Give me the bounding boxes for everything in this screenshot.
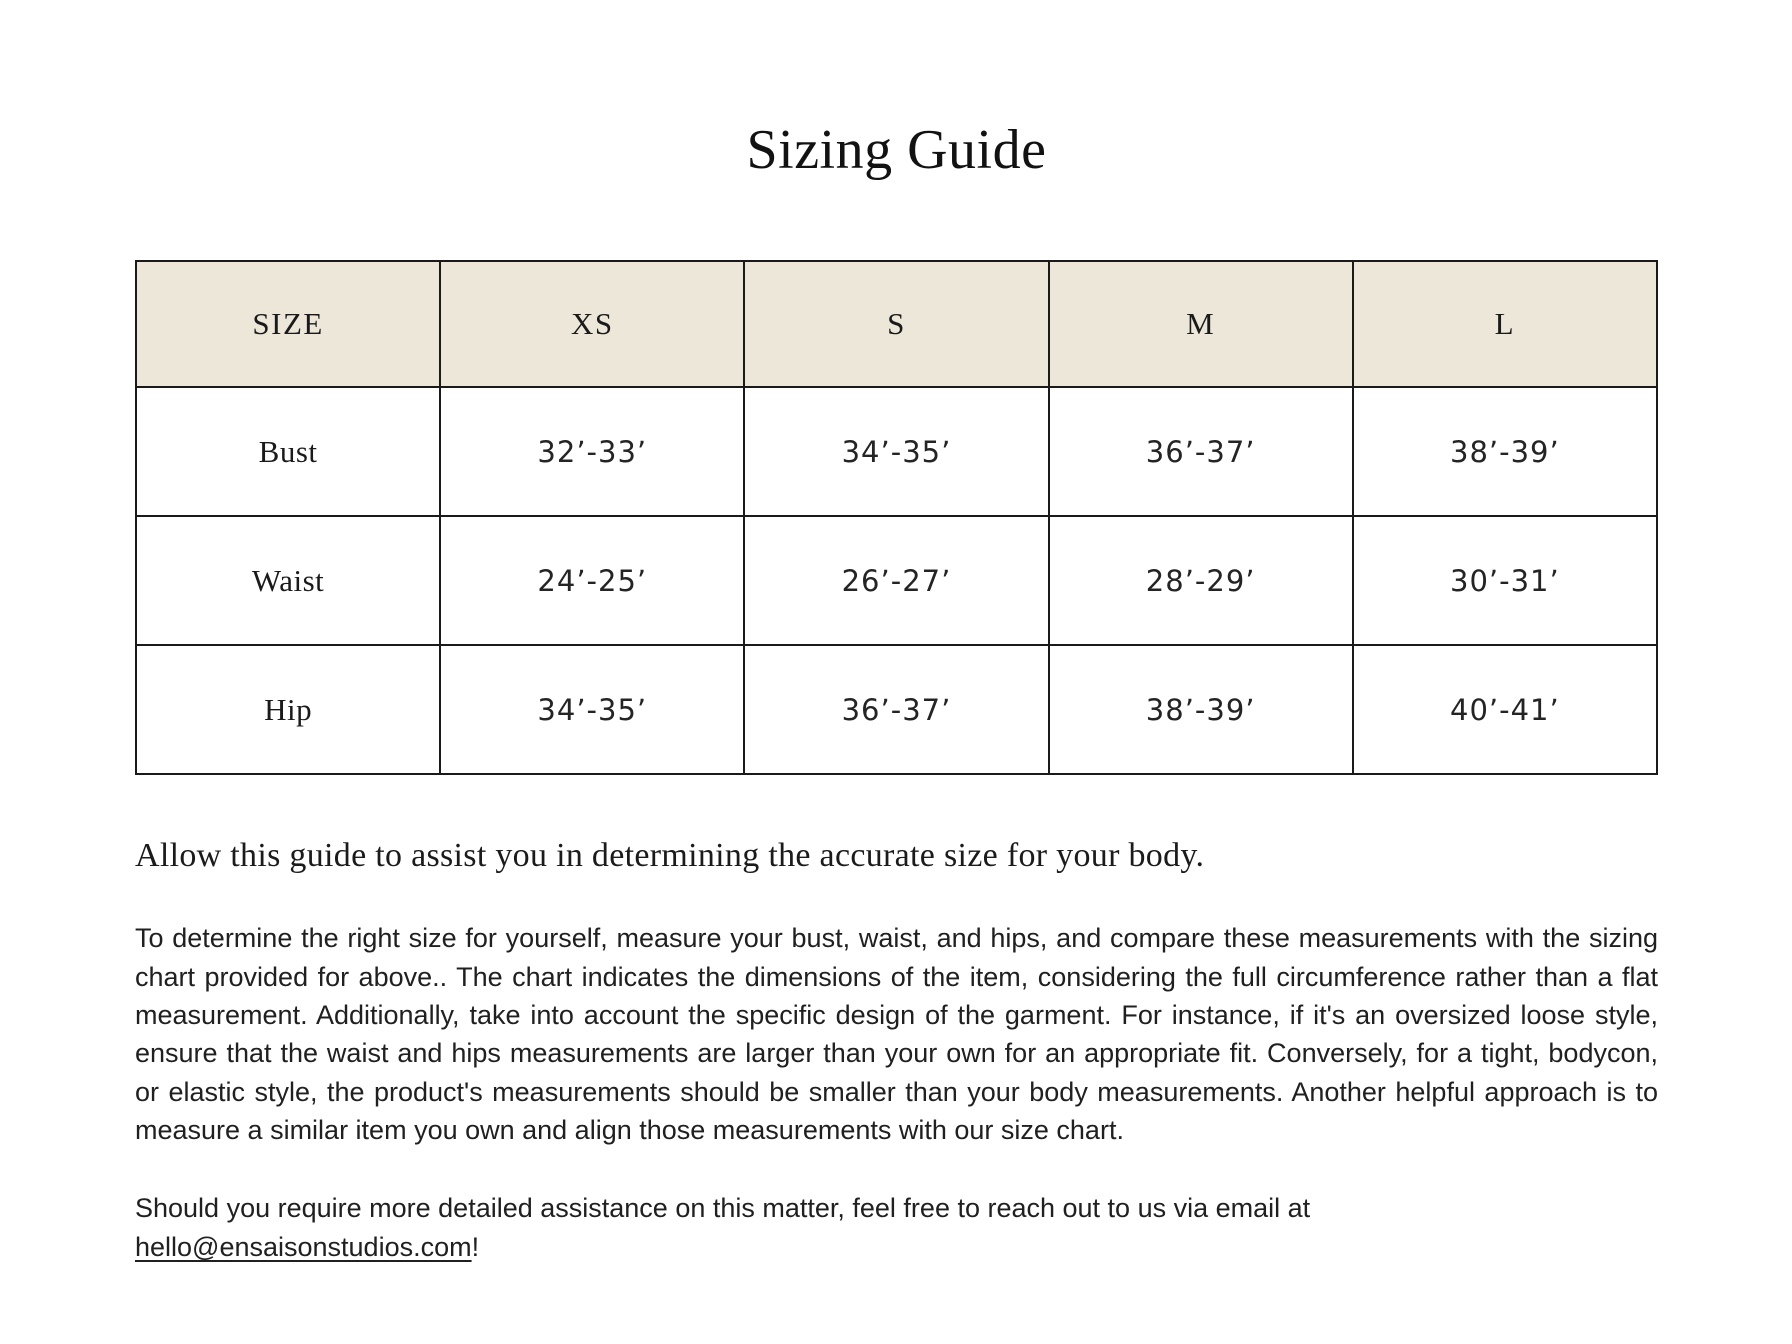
contact-text-suffix: ! (471, 1231, 480, 1262)
column-header-s: S (744, 261, 1048, 387)
contact-email-link[interactable]: hello@ensaisonstudios.com (135, 1231, 472, 1262)
page-title: Sizing Guide (746, 119, 1047, 181)
table-row-waist (136, 516, 1657, 645)
cell-waist-m: 28’-29’ (1049, 516, 1353, 645)
column-header-m: M (1049, 261, 1353, 387)
contact-text-prefix: Should you require more detailed assistance on this matter, feel free to reach out to us via email at (135, 1193, 1311, 1224)
column-header-xs: XS (440, 261, 744, 387)
table-row-bust (136, 387, 1657, 516)
row-label-bust: Bust (136, 387, 440, 516)
contact-line (135, 1189, 1658, 1266)
sizing-table (135, 260, 1658, 775)
row-label-hip: Hip (136, 645, 440, 774)
cell-waist-xs: 24’-25’ (440, 516, 744, 645)
cell-bust-m: 36’-37’ (1049, 387, 1353, 516)
cell-hip-m: 38’-39’ (1049, 645, 1353, 774)
cell-waist-l: 30’-31’ (1353, 516, 1657, 645)
cell-bust-s: 34’-35’ (744, 387, 1048, 516)
row-label-waist: Waist (136, 516, 440, 645)
guide-subheading: Allow this guide to assist you in determining the accurate size for your body. (135, 837, 1205, 875)
column-header-size: SIZE (136, 261, 440, 387)
table-row-hip (136, 645, 1657, 774)
guide-paragraph: To determine the right size for yourself, measure your bust, waist, and hips, and compare these measurements with the sizing chart provided for above.. The chart indicates the dimensions of the item, considering the full circumference rather than a flat measurement. Additionally, take into account the specific design of the garment. For instance, if it's an oversized loose style, ensure that the waist and hips measurements are larger than your own for an appropriate fit. Conversely, for a tight, bodycon, or elastic style, the product's measurements should be smaller than your body measurements. Another helpful approach is to measure a similar item you own and align those measurements with our size chart. (135, 923, 1658, 1146)
cell-waist-s: 26’-27’ (744, 516, 1048, 645)
cell-bust-l: 38’-39’ (1353, 387, 1657, 516)
cell-hip-l: 40’-41’ (1353, 645, 1657, 774)
cell-bust-xs: 32’-33’ (440, 387, 744, 516)
cell-hip-s: 36’-37’ (744, 645, 1048, 774)
column-header-l: L (1353, 261, 1657, 387)
table-header-row (136, 261, 1657, 387)
cell-hip-xs: 34’-35’ (440, 645, 744, 774)
